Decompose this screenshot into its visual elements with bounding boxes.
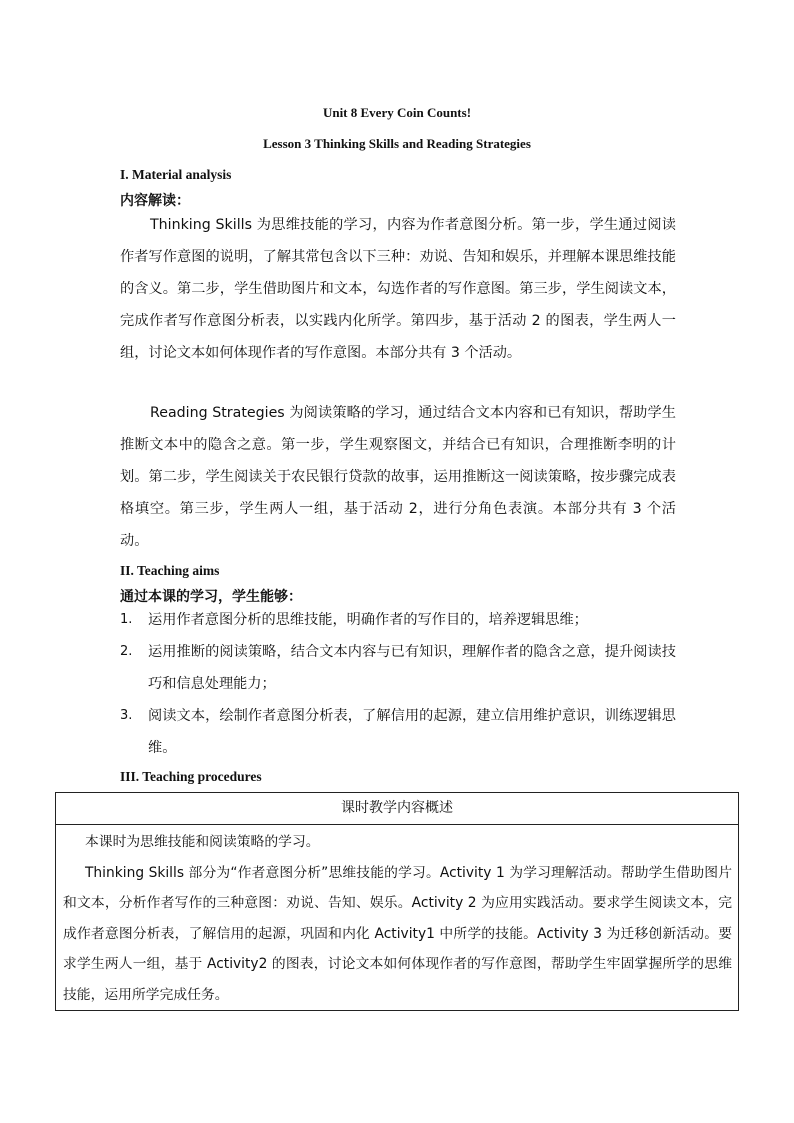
paragraph-thinking-skills-text: Thinking Skills 为思维技能的学习，内容为作者意图分析。第一步，学生通过阅读作者写作意图的说明，了解其常包含以下三种：劝说、告知和娱乐，并理解本课思维技能的含义。第二步，学生借助图片和文本，勾选作者的写作意图。第三步，学生阅读文本，完成作者写作意图分析表，以实践内化所学。第四步，基于活动 2 的图表，学生两人一组，讨论文本如何体现作者的写作意图。本部分共有 3 个活动。 <box>120 217 676 361</box>
paragraph-reading-strategies-text: Reading Strategies 为阅读策略的学习，通过结合文本内容和已有知识，帮助学生推断文本中的隐含之意。第一步，学生观察图文，并结合已有知识，合理推断李明的计划。第二步，学生阅读关于农民银行贷款的故事，运用推断这一阅读策略，按步骤完成表格填空。第三步，学生两人一组，基于活动 2，进行分角色表演。本部分共有 3 个活动。 <box>120 405 676 549</box>
lesson-title: Lesson 3 Thinking Skills and Reading Strategies <box>263 136 531 151</box>
overview-paragraph <box>63 858 732 1011</box>
overview-line-text: 本课时为思维技能和阅读策略的学习。 <box>85 834 320 850</box>
paragraph-reading-strategies <box>120 397 676 557</box>
section-heading-teaching-procedures: III. Teaching procedures <box>120 769 262 784</box>
teaching-aims-list <box>120 604 676 764</box>
list-item-text: 运用推断的阅读策略，结合文本内容与已有知识，理解作者的隐含之意，提升阅读技巧和信息处理能力； <box>148 644 676 692</box>
list-item-text: 运用作者意图分析的思维技能，明确作者的写作目的，培养逻辑思维； <box>148 612 588 628</box>
subheading-content-interpretation: 内容解读： <box>120 193 190 209</box>
list-item-number: 1. <box>120 612 133 627</box>
paragraph-thinking-skills <box>120 209 676 369</box>
lesson-overview-table <box>55 792 739 1011</box>
list-item-number: 3. <box>120 708 133 723</box>
overview-line <box>63 827 732 858</box>
section-heading-material-analysis: I. Material analysis <box>120 167 232 182</box>
list-item <box>120 604 676 636</box>
list-item <box>120 700 676 764</box>
list-item-number: 2. <box>120 644 133 659</box>
table-body <box>56 825 738 1010</box>
subheading-aims-intro: 通过本课的学习，学生能够： <box>120 589 302 605</box>
list-item <box>120 636 676 700</box>
section-heading-teaching-aims: II. Teaching aims <box>120 563 220 578</box>
list-item-text: 阅读文本，绘制作者意图分析表，了解信用的起源，建立信用维护意识，训练逻辑思维。 <box>148 708 676 756</box>
unit-title: Unit 8 Every Coin Counts! <box>322 105 472 120</box>
overview-paragraph-text: Thinking Skills 部分为“作者意图分析”思维技能的学习。Activity 1 为学习理解活动。帮助学生借助图片和文本，分析作者写作的三种意图：劝说、告知、娱乐。Activity 2 为应用实践活动。要求学生阅读文本，完成作者意图分析表，了解信用的起源，巩固和内化 Activity1 中所学的技能。Activity 3 为迁移创新活动。要求学生两人一组，基于 Activity2 的图表，讨论文本如何体现作者的写作意图，帮助学生牢固掌握所学的思维技能，运用所学完成任务。 <box>63 864 732 1003</box>
table-header: 课时教学内容概述 <box>56 793 738 825</box>
